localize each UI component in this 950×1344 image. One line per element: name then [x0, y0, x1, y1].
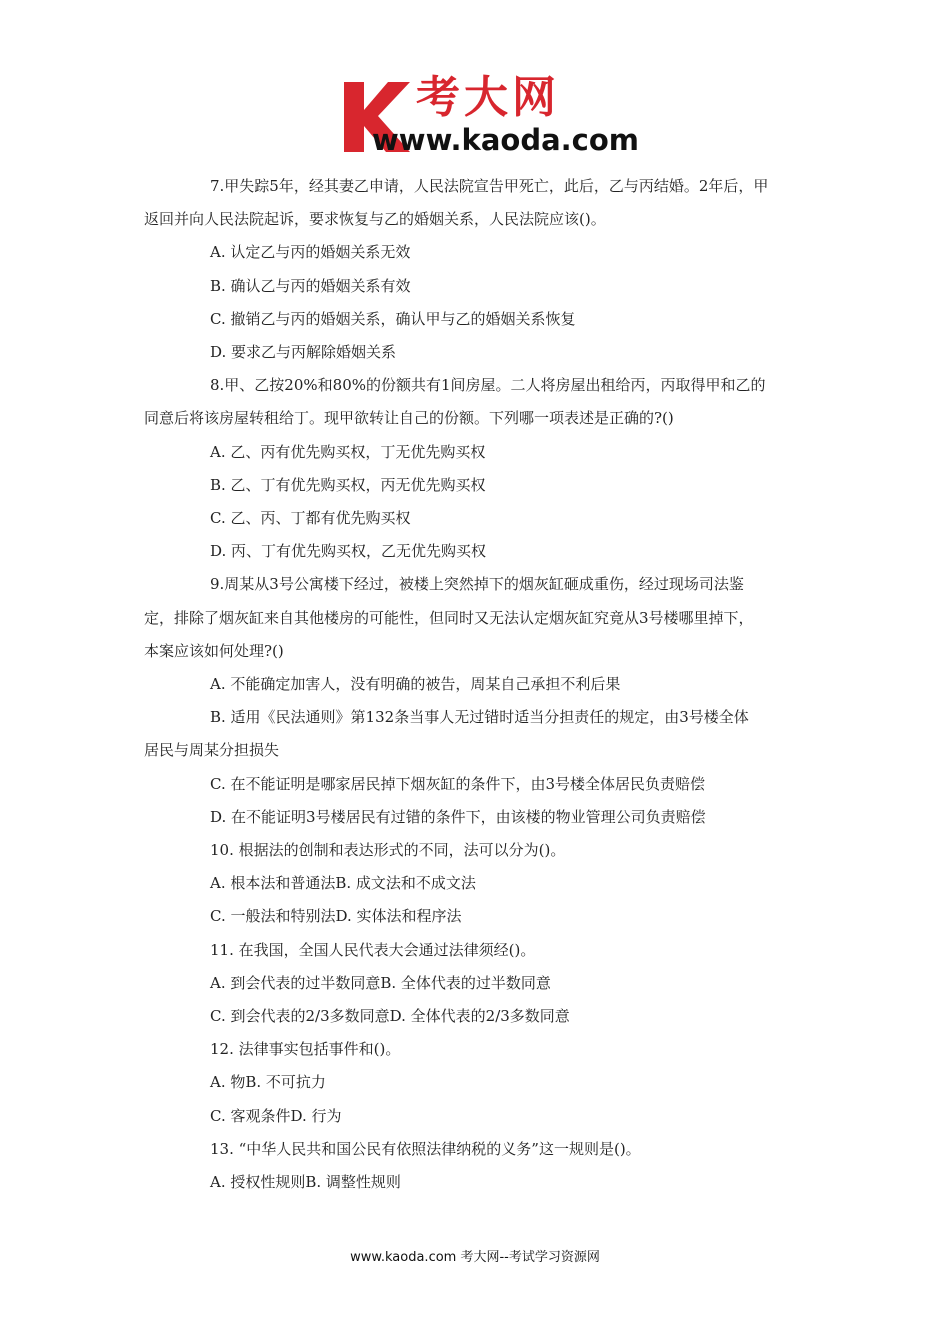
logo-chinese-text: 考大网: [416, 72, 560, 123]
text-line: A. 到会代表的过半数同意B. 全体代表的过半数同意: [210, 973, 551, 992]
text-line: C. 在不能证明是哪家居民掉下烟灰缸的条件下，由3号楼全体居民负责赔偿: [210, 774, 706, 793]
text-line: 9.周某从3号公寓楼下经过，被楼上突然掉下的烟灰缸砸成重伤，经过现场司法鉴: [210, 575, 744, 594]
text-line: A. 授权性规则B. 调整性规则: [210, 1173, 401, 1192]
text-line: B. 适用《民法通则》第132条当事人无过错时适当分担责任的规定，由3号楼全体: [210, 708, 749, 727]
text-line: 12. 法律事实包括事件和()。: [210, 1040, 401, 1059]
text-line: A. 不能确定加害人，没有明确的被告，周某自己承担不利后果: [210, 675, 621, 694]
text-line: 本案应该如何处理?(): [144, 641, 284, 660]
text-line: A. 乙、丙有优先购买权，丁无优先购买权: [210, 442, 486, 461]
text-line: 返回并向人民法院起诉，要求恢复与乙的婚姻关系，人民法院应该()。: [144, 210, 606, 229]
text-line: A. 根本法和普通法B. 成文法和不成文法: [210, 874, 476, 893]
text-line: C. 撤销乙与丙的婚姻关系，确认甲与乙的婚姻关系恢复: [210, 309, 576, 328]
text-line: 居民与周某分担损失: [144, 741, 280, 760]
text-line: 定，排除了烟灰缸来自其他楼房的可能性，但同时又无法认定烟灰缸究竟从3号楼哪里掉下，: [144, 608, 754, 627]
text-line: 11. 在我国，全国人民代表大会通过法律须经()。: [210, 940, 536, 959]
text-line: B. 乙、丁有优先购买权，丙无优先购买权: [210, 475, 486, 494]
text-line: A. 物B. 不可抗力: [210, 1073, 326, 1092]
text-line: C. 一般法和特别法D. 实体法和程序法: [210, 907, 462, 926]
question-content: [144, 170, 810, 1199]
text-line: B. 确认乙与丙的婚姻关系有效: [210, 276, 411, 295]
page-footer: www.kaoda.com 考大网--考试学习资源网: [350, 1250, 600, 1265]
text-line: C. 客观条件D. 行为: [210, 1106, 342, 1125]
text-line: 13. “中华人民共和国公民有依照法律纳税的义务”这一规则是()。: [210, 1139, 641, 1158]
text-line: A. 认定乙与丙的婚姻关系无效: [210, 243, 411, 262]
kaoda-logo: [338, 72, 658, 160]
logo-url-text: www.kaoda.com: [372, 123, 639, 157]
text-line: D. 要求乙与丙解除婚姻关系: [210, 343, 397, 362]
text-line: 7.甲失踪5年，经其妻乙申请，人民法院宣告甲死亡，此后，乙与丙结婚。2年后，甲: [210, 177, 769, 195]
text-line: 10. 根据法的创制和表达形式的不同，法可以分为()。: [210, 841, 566, 860]
text-line: C. 乙、丙、丁都有优先购买权: [210, 509, 411, 528]
text-line: 同意后将该房屋转租给丁。现甲欲转让自己的份额。下列哪一项表述是正确的?(): [144, 409, 674, 428]
text-line: C. 到会代表的2/3多数同意D. 全体代表的2/3多数同意: [210, 1007, 570, 1026]
text-line: D. 丙、丁有优先购买权，乙无优先购买权: [210, 542, 487, 561]
text-line: D. 在不能证明3号楼居民有过错的条件下，由该楼的物业管理公司负责赔偿: [210, 807, 706, 826]
text-line: 8.甲、乙按20%和80%的份额共有1间房屋。二人将房屋出租给丙，丙取得甲和乙的: [210, 376, 766, 395]
